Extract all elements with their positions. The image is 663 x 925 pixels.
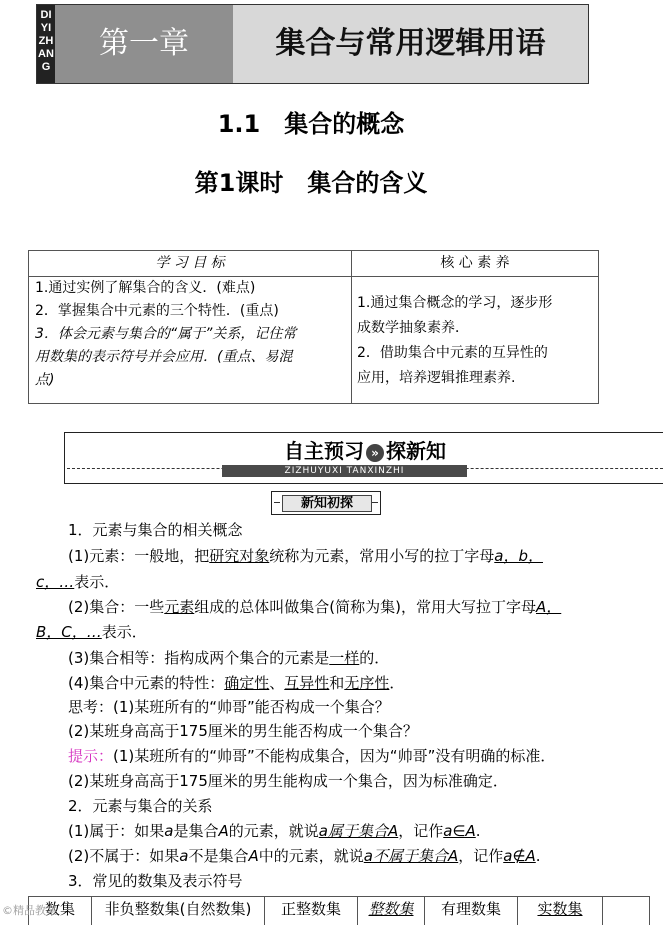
self-study-title-right: 探新知: [386, 439, 446, 463]
underlined-term: B，C，…: [36, 623, 102, 641]
objectives-table: [28, 250, 599, 404]
new-knowledge-label: 新知初探: [282, 495, 372, 512]
table-cell: 实数集: [518, 897, 603, 925]
text: (2)不属于：如果: [68, 847, 180, 865]
hint-answer-1: [68, 746, 555, 767]
chapter-banner: [36, 4, 589, 84]
text: 的．: [359, 649, 390, 667]
math-var: A: [218, 822, 229, 840]
text: (4)集合中元素的特性：: [68, 674, 225, 692]
text: 的元素，就说: [228, 822, 319, 840]
underlined-term: a∈A: [443, 822, 476, 840]
competency-item: 1.通过集合概念的学习，逐步形: [357, 295, 553, 311]
underlined-term: 互异性: [284, 674, 330, 692]
text: .: [535, 847, 541, 865]
underlined-term: a属于集合A: [318, 822, 399, 840]
chapter-side-strip: [37, 5, 55, 83]
text: (1)元素：一般地，把: [68, 547, 210, 565]
text: 表示．: [101, 623, 147, 641]
heading-number-sets: 3．常见的数集及表示符号: [68, 872, 243, 890]
text: 是集合: [173, 822, 219, 840]
hint-answer-2: (2)某班身高高于175厘米的男生能构成一个集合，因为标准确定．: [68, 772, 508, 790]
label-dash-left: [274, 502, 280, 503]
underlined-term: a∉A: [503, 847, 536, 865]
text: 中的元素，就说: [258, 847, 364, 865]
text: 统称为元素，常用小写的拉丁字母: [269, 547, 495, 565]
think-question-2: (2)某班身高高于175厘米的男生能否构成一个集合？: [68, 722, 418, 740]
objective-item: 1.通过实例了解集合的含义．(难点): [35, 280, 256, 296]
objective-item: 3．体会元素与集合的“属于”关系，记住常: [35, 326, 297, 342]
math-var: a: [179, 847, 189, 865]
self-study-pinyin: ZIZHUYUXI TANXINZHI: [222, 465, 467, 477]
text: 组成的总体叫做集合(简称为集)，常用大写拉丁字母: [194, 598, 536, 616]
underlined-term: A，: [535, 598, 562, 616]
text: (1)属于：如果: [68, 822, 165, 840]
objectives-header: 学 习 目 标: [155, 255, 225, 271]
text: ，记作: [458, 847, 504, 865]
text: ，记作: [398, 822, 444, 840]
text: 、: [269, 674, 285, 692]
definition-element-cont: [36, 572, 119, 593]
number-sets-table: [28, 896, 650, 925]
text: 表示．: [74, 573, 120, 591]
lesson-title: 第1课时 集合的含义: [194, 169, 428, 197]
think-question-1: 思考：(1)某班所有的“帅哥”能否构成一个集合？: [68, 698, 390, 716]
definition-element: [68, 546, 543, 567]
definition-set: [68, 597, 561, 618]
text: (3)集合相等：指构成两个集合的元素是: [68, 649, 330, 667]
hint-label: 提示：: [68, 747, 114, 765]
table-cell: 整数集: [358, 897, 425, 925]
table-cell: 非负整数集(自然数集): [92, 897, 265, 925]
math-var: a: [164, 822, 174, 840]
table-cell: 数集: [29, 897, 92, 925]
competencies-list: [357, 291, 595, 391]
text: ．: [389, 674, 405, 692]
underlined-term: 无序性: [344, 674, 390, 692]
chapter-number-block: [55, 5, 233, 83]
competencies-header: 核 心 素 养: [440, 255, 510, 271]
objective-item: 点): [35, 372, 55, 388]
text: 不是集合: [188, 847, 249, 865]
new-knowledge-label-box: [271, 491, 381, 515]
competency-item: 2．借助集合中元素的互异性的: [357, 345, 548, 361]
table-cell: 正整数集: [265, 897, 358, 925]
objectives-list: [35, 277, 349, 392]
objective-item: 用数集的表示符号并会应用．(重点、易混: [35, 349, 293, 365]
self-study-title: [65, 437, 663, 465]
heading-element-concepts: 1．元素与集合的相关概念: [68, 521, 243, 539]
label-dash-right: [372, 502, 378, 503]
text: 和: [329, 674, 345, 692]
double-arrow-icon: »: [366, 444, 384, 462]
self-study-title-left: 自主预习: [284, 439, 364, 463]
text: (1)某班所有的“帅哥”不能构成集合，因为“帅哥”没有明确的标准．: [113, 747, 556, 765]
chapter-pinyin-strip: DIYIZHANG: [38, 9, 54, 73]
underlined-term: a，b，: [494, 547, 543, 565]
text: .: [475, 822, 481, 840]
definition-belongs: [68, 821, 481, 842]
definition-set-equality: [68, 648, 389, 669]
text: (2)集合：一些: [68, 598, 165, 616]
heading-element-set-relation: 2．元素与集合的关系: [68, 797, 213, 815]
underlined-term: 一样: [329, 649, 360, 667]
chapter-title: 集合与常用逻辑用语: [275, 26, 546, 61]
underlined-term: c，…: [36, 573, 75, 591]
competency-item: 成数学抽象素养．: [357, 320, 469, 336]
chapter-number: 第一章: [99, 26, 189, 61]
competency-item: 应用，培养逻辑推理素养.: [357, 370, 516, 386]
underlined-term: 确定性: [224, 674, 270, 692]
underlined-term: a不属于集合A: [363, 847, 459, 865]
underlined-term: 元素: [164, 598, 195, 616]
definition-not-belongs: [68, 846, 541, 867]
watermark: ©精品教案: [2, 904, 57, 917]
definition-set-cont: [36, 622, 147, 643]
element-properties: [68, 673, 404, 694]
table-cell: 有理数集: [425, 897, 518, 925]
section-title: 1.1 集合的概念: [217, 110, 405, 138]
math-var: A: [248, 847, 259, 865]
table-divider: [351, 251, 352, 403]
chapter-title-block: [233, 5, 588, 83]
underlined-term: 研究对象: [209, 547, 270, 565]
objective-item: 2．掌握集合中元素的三个特性．(重点): [35, 303, 279, 319]
